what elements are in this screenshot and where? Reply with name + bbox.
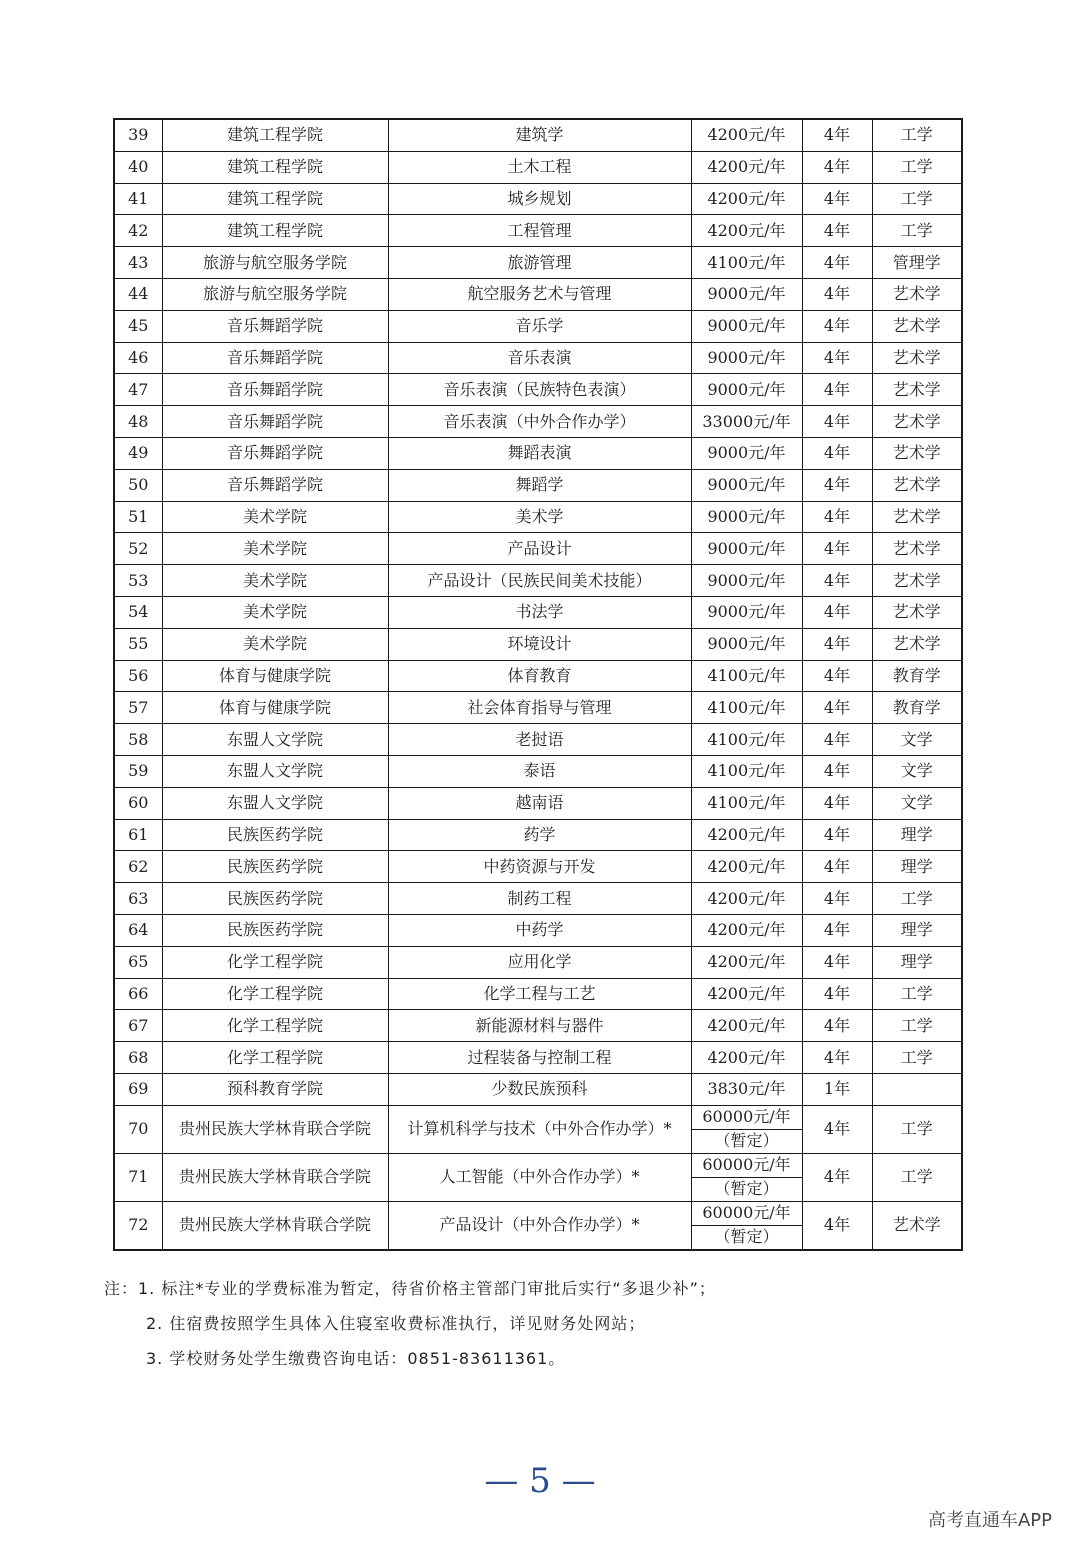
degree-cell: 艺术学 bbox=[872, 310, 962, 342]
table-row bbox=[114, 119, 962, 151]
major-cell: 老挝语 bbox=[388, 724, 691, 756]
major-cell: 土木工程 bbox=[388, 151, 691, 183]
duration-cell: 4年 bbox=[802, 596, 872, 628]
fee-cell: 4200元/年 bbox=[691, 119, 802, 151]
major-cell: 新能源材料与器件 bbox=[388, 1010, 691, 1042]
major-cell: 计算机科学与技术（中外合作办学）* bbox=[388, 1105, 691, 1153]
duration-cell: 4年 bbox=[802, 946, 872, 978]
degree-cell: 理学 bbox=[872, 946, 962, 978]
college-cell: 化学工程学院 bbox=[162, 978, 388, 1010]
major-cell: 工程管理 bbox=[388, 215, 691, 247]
fee-cell bbox=[691, 1201, 802, 1250]
major-cell: 舞蹈表演 bbox=[388, 437, 691, 469]
row-number-cell: 51 bbox=[114, 501, 162, 533]
duration-cell: 4年 bbox=[802, 374, 872, 406]
page-number: — 5 — bbox=[484, 1461, 596, 1501]
degree-cell: 管理学 bbox=[872, 247, 962, 279]
fee-cell: 9000元/年 bbox=[691, 501, 802, 533]
duration-cell: 4年 bbox=[802, 692, 872, 724]
major-cell: 药学 bbox=[388, 819, 691, 851]
table-row bbox=[114, 883, 962, 915]
duration-cell: 4年 bbox=[802, 819, 872, 851]
major-cell: 泰语 bbox=[388, 755, 691, 787]
college-cell: 化学工程学院 bbox=[162, 1010, 388, 1042]
duration-cell: 4年 bbox=[802, 565, 872, 597]
college-cell: 东盟人文学院 bbox=[162, 787, 388, 819]
duration-cell: 4年 bbox=[802, 151, 872, 183]
row-number-cell: 45 bbox=[114, 310, 162, 342]
duration-cell: 4年 bbox=[802, 978, 872, 1010]
fee-cell: 9000元/年 bbox=[691, 533, 802, 565]
row-number-cell: 59 bbox=[114, 755, 162, 787]
duration-cell: 4年 bbox=[802, 660, 872, 692]
fee-cell: 4200元/年 bbox=[691, 183, 802, 215]
college-cell: 贵州民族大学林肯联合学院 bbox=[162, 1201, 388, 1250]
fee-cell: 9000元/年 bbox=[691, 310, 802, 342]
table-row bbox=[114, 1010, 962, 1042]
row-number-cell: 72 bbox=[114, 1201, 162, 1250]
major-cell: 产品设计（中外合作办学）* bbox=[388, 1201, 691, 1250]
degree-cell: 教育学 bbox=[872, 660, 962, 692]
fee-cell: 4200元/年 bbox=[691, 819, 802, 851]
fee-table bbox=[113, 118, 963, 1251]
degree-cell: 工学 bbox=[872, 183, 962, 215]
college-cell: 美术学院 bbox=[162, 628, 388, 660]
notes bbox=[104, 1276, 716, 1381]
row-number-cell: 47 bbox=[114, 374, 162, 406]
duration-cell: 4年 bbox=[802, 914, 872, 946]
table-row bbox=[114, 787, 962, 819]
row-number-cell: 61 bbox=[114, 819, 162, 851]
duration-cell: 4年 bbox=[802, 437, 872, 469]
degree-cell: 艺术学 bbox=[872, 596, 962, 628]
fee-cell: 9000元/年 bbox=[691, 628, 802, 660]
fee-cell: 33000元/年 bbox=[691, 406, 802, 438]
table-row bbox=[114, 469, 962, 501]
degree-cell: 工学 bbox=[872, 978, 962, 1010]
college-cell: 建筑工程学院 bbox=[162, 183, 388, 215]
row-number-cell: 57 bbox=[114, 692, 162, 724]
row-number-cell: 43 bbox=[114, 247, 162, 279]
fee-amount: 60000元/年 bbox=[702, 1203, 791, 1223]
row-number-cell: 66 bbox=[114, 978, 162, 1010]
college-cell: 东盟人文学院 bbox=[162, 724, 388, 756]
table-row bbox=[114, 946, 962, 978]
table-row bbox=[114, 1105, 962, 1153]
duration-cell: 4年 bbox=[802, 787, 872, 819]
duration-cell: 4年 bbox=[802, 215, 872, 247]
college-cell: 旅游与航空服务学院 bbox=[162, 278, 388, 310]
duration-cell: 4年 bbox=[802, 628, 872, 660]
fee-cell: 3830元/年 bbox=[691, 1073, 802, 1105]
table-row bbox=[114, 501, 962, 533]
table-row bbox=[114, 978, 962, 1010]
duration-cell: 4年 bbox=[802, 1010, 872, 1042]
table-row bbox=[114, 1042, 962, 1074]
table-row bbox=[114, 660, 962, 692]
college-cell: 民族医药学院 bbox=[162, 851, 388, 883]
row-number-cell: 68 bbox=[114, 1042, 162, 1074]
major-cell: 城乡规划 bbox=[388, 183, 691, 215]
row-number-cell: 44 bbox=[114, 278, 162, 310]
college-cell: 预科教育学院 bbox=[162, 1073, 388, 1105]
duration-cell: 4年 bbox=[802, 469, 872, 501]
duration-cell: 4年 bbox=[802, 501, 872, 533]
row-number-cell: 48 bbox=[114, 406, 162, 438]
row-number-cell: 41 bbox=[114, 183, 162, 215]
row-number-cell: 46 bbox=[114, 342, 162, 374]
row-number-cell: 67 bbox=[114, 1010, 162, 1042]
table-row bbox=[114, 437, 962, 469]
fee-note: （暂定） bbox=[692, 1225, 802, 1249]
row-number-cell: 42 bbox=[114, 215, 162, 247]
fee-cell: 9000元/年 bbox=[691, 469, 802, 501]
degree-cell: 艺术学 bbox=[872, 374, 962, 406]
college-cell: 建筑工程学院 bbox=[162, 215, 388, 247]
table-row bbox=[114, 724, 962, 756]
major-cell: 旅游管理 bbox=[388, 247, 691, 279]
major-cell: 少数民族预科 bbox=[388, 1073, 691, 1105]
degree-cell: 文学 bbox=[872, 787, 962, 819]
fee-cell: 4200元/年 bbox=[691, 1042, 802, 1074]
major-cell: 环境设计 bbox=[388, 628, 691, 660]
college-cell: 美术学院 bbox=[162, 533, 388, 565]
fee-cell: 4100元/年 bbox=[691, 787, 802, 819]
degree-cell: 艺术学 bbox=[872, 437, 962, 469]
degree-cell: 文学 bbox=[872, 755, 962, 787]
major-cell: 音乐表演（中外合作办学） bbox=[388, 406, 691, 438]
college-cell: 民族医药学院 bbox=[162, 883, 388, 915]
fee-cell: 4200元/年 bbox=[691, 946, 802, 978]
major-cell: 中药资源与开发 bbox=[388, 851, 691, 883]
major-cell: 体育教育 bbox=[388, 660, 691, 692]
row-number-cell: 60 bbox=[114, 787, 162, 819]
row-number-cell: 62 bbox=[114, 851, 162, 883]
degree-cell: 工学 bbox=[872, 119, 962, 151]
fee-cell: 9000元/年 bbox=[691, 565, 802, 597]
college-cell: 美术学院 bbox=[162, 501, 388, 533]
fee-cell: 4200元/年 bbox=[691, 851, 802, 883]
fee-cell: 9000元/年 bbox=[691, 596, 802, 628]
major-cell: 音乐学 bbox=[388, 310, 691, 342]
duration-cell: 4年 bbox=[802, 1201, 872, 1250]
major-cell: 航空服务艺术与管理 bbox=[388, 278, 691, 310]
college-cell: 音乐舞蹈学院 bbox=[162, 437, 388, 469]
duration-cell: 4年 bbox=[802, 1042, 872, 1074]
table-row bbox=[114, 247, 962, 279]
college-cell: 体育与健康学院 bbox=[162, 692, 388, 724]
degree-cell: 艺术学 bbox=[872, 342, 962, 374]
duration-cell: 4年 bbox=[802, 1105, 872, 1153]
college-cell: 贵州民族大学林肯联合学院 bbox=[162, 1105, 388, 1153]
major-cell: 产品设计 bbox=[388, 533, 691, 565]
table-row bbox=[114, 151, 962, 183]
note-3: 3. 学校财务处学生缴费咨询电话：0851-83611361。 bbox=[146, 1349, 566, 1368]
college-cell: 建筑工程学院 bbox=[162, 151, 388, 183]
college-cell: 音乐舞蹈学院 bbox=[162, 469, 388, 501]
degree-cell: 工学 bbox=[872, 1042, 962, 1074]
fee-cell: 4100元/年 bbox=[691, 724, 802, 756]
degree-cell bbox=[872, 1073, 962, 1105]
row-number-cell: 64 bbox=[114, 914, 162, 946]
note-2: 2. 住宿费按照学生具体入住寝室收费标准执行，详见财务处网站； bbox=[146, 1314, 646, 1333]
table-row bbox=[114, 533, 962, 565]
major-cell: 过程装备与控制工程 bbox=[388, 1042, 691, 1074]
table-row bbox=[114, 374, 962, 406]
fee-cell: 4100元/年 bbox=[691, 247, 802, 279]
fee-cell: 4100元/年 bbox=[691, 660, 802, 692]
college-cell: 音乐舞蹈学院 bbox=[162, 342, 388, 374]
row-number-cell: 71 bbox=[114, 1153, 162, 1201]
duration-cell: 4年 bbox=[802, 406, 872, 438]
table-row bbox=[114, 278, 962, 310]
fee-table-body bbox=[114, 119, 962, 1250]
row-number-cell: 69 bbox=[114, 1073, 162, 1105]
fee-cell: 4100元/年 bbox=[691, 755, 802, 787]
degree-cell: 艺术学 bbox=[872, 469, 962, 501]
table-row bbox=[114, 755, 962, 787]
row-number-cell: 39 bbox=[114, 119, 162, 151]
fee-cell: 4200元/年 bbox=[691, 914, 802, 946]
note-1: 注：1. 标注*专业的学费标准为暂定，待省价格主管部门审批后实行“多退少补”； bbox=[104, 1279, 716, 1298]
fee-cell: 4200元/年 bbox=[691, 978, 802, 1010]
college-cell: 音乐舞蹈学院 bbox=[162, 310, 388, 342]
duration-cell: 1年 bbox=[802, 1073, 872, 1105]
degree-cell: 艺术学 bbox=[872, 1201, 962, 1250]
row-number-cell: 58 bbox=[114, 724, 162, 756]
fee-cell: 4200元/年 bbox=[691, 883, 802, 915]
fee-cell: 4200元/年 bbox=[691, 151, 802, 183]
duration-cell: 4年 bbox=[802, 724, 872, 756]
fee-cell: 9000元/年 bbox=[691, 278, 802, 310]
row-number-cell: 50 bbox=[114, 469, 162, 501]
row-number-cell: 49 bbox=[114, 437, 162, 469]
degree-cell: 理学 bbox=[872, 851, 962, 883]
fee-note: （暂定） bbox=[692, 1177, 802, 1201]
college-cell: 美术学院 bbox=[162, 596, 388, 628]
table-row bbox=[114, 565, 962, 597]
college-cell: 民族医药学院 bbox=[162, 819, 388, 851]
major-cell: 化学工程与工艺 bbox=[388, 978, 691, 1010]
degree-cell: 艺术学 bbox=[872, 501, 962, 533]
fee-amount: 60000元/年 bbox=[702, 1155, 791, 1175]
table-row bbox=[114, 406, 962, 438]
fee-cell: 4100元/年 bbox=[691, 692, 802, 724]
major-cell: 应用化学 bbox=[388, 946, 691, 978]
row-number-cell: 65 bbox=[114, 946, 162, 978]
degree-cell: 工学 bbox=[872, 1153, 962, 1201]
row-number-cell: 56 bbox=[114, 660, 162, 692]
table-row bbox=[114, 183, 962, 215]
duration-cell: 4年 bbox=[802, 119, 872, 151]
degree-cell: 艺术学 bbox=[872, 406, 962, 438]
row-number-cell: 55 bbox=[114, 628, 162, 660]
fee-cell bbox=[691, 1153, 802, 1201]
major-cell: 社会体育指导与管理 bbox=[388, 692, 691, 724]
college-cell: 化学工程学院 bbox=[162, 1042, 388, 1074]
table-row bbox=[114, 692, 962, 724]
duration-cell: 4年 bbox=[802, 183, 872, 215]
major-cell: 越南语 bbox=[388, 787, 691, 819]
duration-cell: 4年 bbox=[802, 851, 872, 883]
duration-cell: 4年 bbox=[802, 755, 872, 787]
major-cell: 产品设计（民族民间美术技能） bbox=[388, 565, 691, 597]
college-cell: 化学工程学院 bbox=[162, 946, 388, 978]
degree-cell: 文学 bbox=[872, 724, 962, 756]
major-cell: 书法学 bbox=[388, 596, 691, 628]
major-cell: 音乐表演（民族特色表演） bbox=[388, 374, 691, 406]
row-number-cell: 63 bbox=[114, 883, 162, 915]
degree-cell: 理学 bbox=[872, 819, 962, 851]
duration-cell: 4年 bbox=[802, 1153, 872, 1201]
fee-note: （暂定） bbox=[692, 1129, 802, 1153]
table-row bbox=[114, 1073, 962, 1105]
fee-cell: 4200元/年 bbox=[691, 215, 802, 247]
table-row bbox=[114, 1201, 962, 1250]
degree-cell: 艺术学 bbox=[872, 565, 962, 597]
major-cell: 舞蹈学 bbox=[388, 469, 691, 501]
duration-cell: 4年 bbox=[802, 342, 872, 374]
degree-cell: 工学 bbox=[872, 215, 962, 247]
college-cell: 旅游与航空服务学院 bbox=[162, 247, 388, 279]
row-number-cell: 70 bbox=[114, 1105, 162, 1153]
fee-cell bbox=[691, 1105, 802, 1153]
duration-cell: 4年 bbox=[802, 883, 872, 915]
college-cell: 音乐舞蹈学院 bbox=[162, 374, 388, 406]
college-cell: 美术学院 bbox=[162, 565, 388, 597]
fee-cell: 9000元/年 bbox=[691, 374, 802, 406]
watermark: 高考直通车APP bbox=[927, 1510, 1052, 1531]
row-number-cell: 53 bbox=[114, 565, 162, 597]
duration-cell: 4年 bbox=[802, 310, 872, 342]
major-cell: 中药学 bbox=[388, 914, 691, 946]
table-row bbox=[114, 1153, 962, 1201]
table-row bbox=[114, 851, 962, 883]
college-cell: 音乐舞蹈学院 bbox=[162, 406, 388, 438]
duration-cell: 4年 bbox=[802, 247, 872, 279]
degree-cell: 理学 bbox=[872, 914, 962, 946]
major-cell: 建筑学 bbox=[388, 119, 691, 151]
row-number-cell: 52 bbox=[114, 533, 162, 565]
degree-cell: 艺术学 bbox=[872, 628, 962, 660]
major-cell: 人工智能（中外合作办学）* bbox=[388, 1153, 691, 1201]
college-cell: 建筑工程学院 bbox=[162, 119, 388, 151]
degree-cell: 艺术学 bbox=[872, 533, 962, 565]
table-row bbox=[114, 596, 962, 628]
degree-cell: 工学 bbox=[872, 151, 962, 183]
college-cell: 体育与健康学院 bbox=[162, 660, 388, 692]
college-cell: 东盟人文学院 bbox=[162, 755, 388, 787]
degree-cell: 艺术学 bbox=[872, 278, 962, 310]
degree-cell: 工学 bbox=[872, 883, 962, 915]
table-row bbox=[114, 914, 962, 946]
table-row bbox=[114, 628, 962, 660]
degree-cell: 工学 bbox=[872, 1105, 962, 1153]
row-number-cell: 40 bbox=[114, 151, 162, 183]
fee-amount: 60000元/年 bbox=[702, 1107, 791, 1127]
major-cell: 制药工程 bbox=[388, 883, 691, 915]
duration-cell: 4年 bbox=[802, 278, 872, 310]
major-cell: 音乐表演 bbox=[388, 342, 691, 374]
degree-cell: 工学 bbox=[872, 1010, 962, 1042]
major-cell: 美术学 bbox=[388, 501, 691, 533]
table-row bbox=[114, 310, 962, 342]
row-number-cell: 54 bbox=[114, 596, 162, 628]
fee-cell: 9000元/年 bbox=[691, 437, 802, 469]
table-row bbox=[114, 215, 962, 247]
duration-cell: 4年 bbox=[802, 533, 872, 565]
fee-cell: 4200元/年 bbox=[691, 1010, 802, 1042]
college-cell: 民族医药学院 bbox=[162, 914, 388, 946]
fee-cell: 9000元/年 bbox=[691, 342, 802, 374]
table-row bbox=[114, 819, 962, 851]
table-row bbox=[114, 342, 962, 374]
degree-cell: 教育学 bbox=[872, 692, 962, 724]
college-cell: 贵州民族大学林肯联合学院 bbox=[162, 1153, 388, 1201]
